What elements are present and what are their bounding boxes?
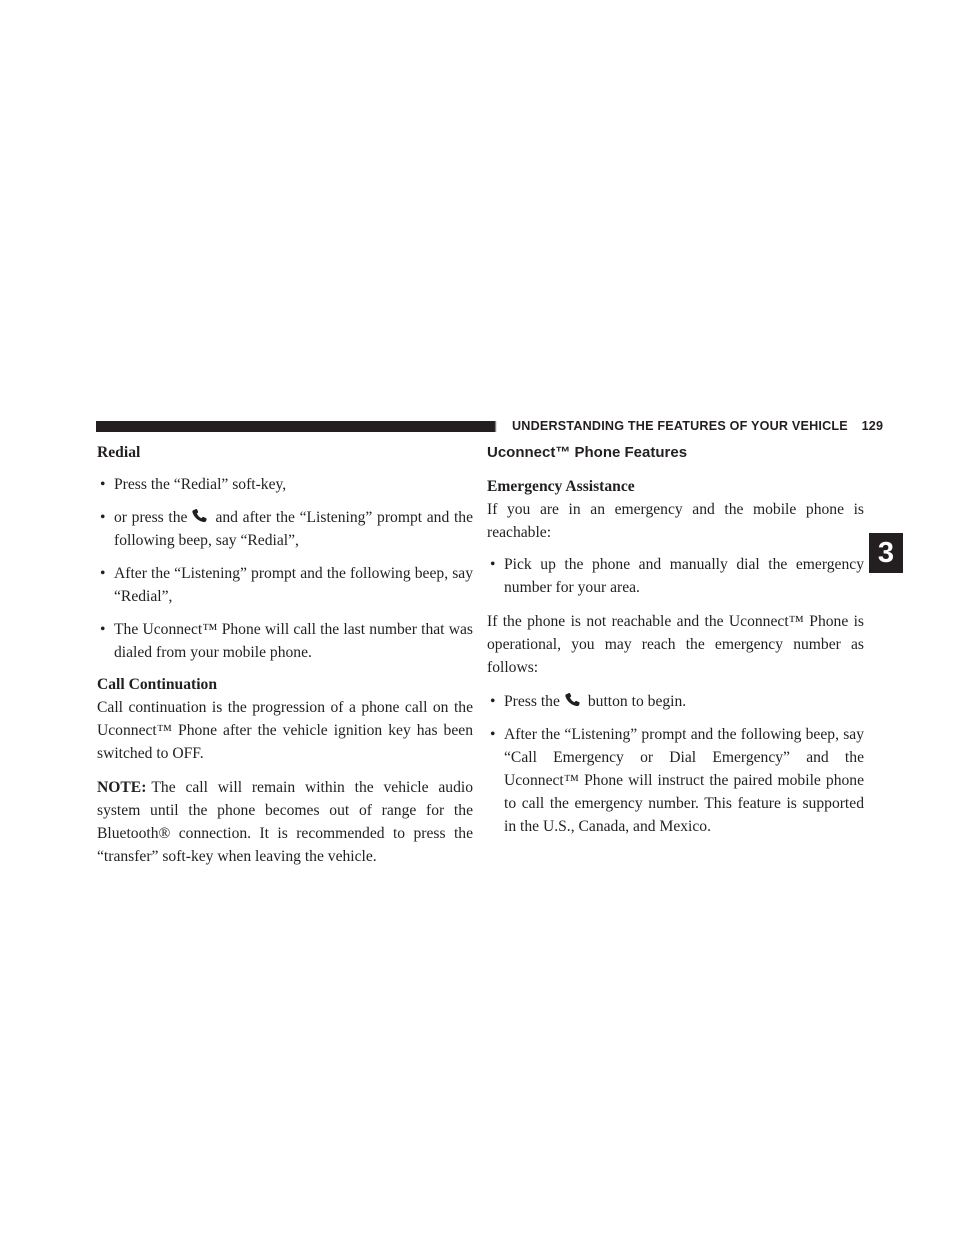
emergency-heading: Emergency Assistance [487, 478, 635, 495]
not-reachable-text: If the phone is not reachable and the Uconnect™ Phone is operational, you may reach the emergency number as follows: [487, 613, 864, 676]
phone-icon [191, 509, 211, 523]
header-rule [96, 421, 487, 432]
list-item: • After the “Listening” prompt and the following beep, say “Redial”, [97, 562, 473, 608]
bullet: • [100, 565, 106, 582]
bullet: • [100, 476, 106, 493]
bullet: • [100, 621, 106, 638]
emergency-list-1 [487, 553, 864, 599]
chapter-tab: 3 [869, 533, 903, 573]
redial-heading: Redial [97, 444, 141, 461]
running-header [508, 416, 889, 436]
list-item: • Pick up the phone and manually dial the emergency number for your area. [487, 553, 864, 599]
features-heading: Uconnect™ Phone Features [487, 444, 688, 461]
redial-list [97, 473, 473, 664]
bullet: • [490, 556, 496, 573]
note-text: The call will remain within the vehicle audio system until the phone becomes out of range for the Bluetooth® connection. It is recommended to press the “transfer” soft-key when leaving the vehicle. [97, 779, 473, 865]
note-paragraph [97, 776, 473, 868]
list-item: • Press the “Redial” soft-key, [97, 473, 473, 496]
bullet: • [490, 726, 496, 743]
call-continuation-heading: Call Continuation [97, 676, 218, 693]
emergency-list-2 [487, 690, 864, 838]
list-item: • Press the button to begin. [487, 690, 864, 713]
right-column [487, 441, 864, 838]
left-column [97, 441, 473, 868]
emergency-intro: If you are in an emergency and the mobile phone is reachable: [487, 501, 864, 541]
list-item: • After the “Listening” prompt and the following beep, say “Call Emergency or Dial Emergency” and the Uconnect™ Phone will instruct the paired mobile phone to call the emergency number. This feature is supported in the U.S., Canada, and Mexico. [487, 723, 864, 838]
list-item: • or press the and after the “Listening” prompt and the following beep, say “Redial”, [97, 506, 473, 552]
note-label: NOTE: [97, 779, 147, 796]
bullet: • [100, 509, 106, 526]
section-title: UNDERSTANDING THE FEATURES OF YOUR VEHICLE [512, 419, 848, 433]
list-item: • The Uconnect™ Phone will call the last number that was dialed from your mobile phone. [97, 618, 473, 664]
bullet: • [490, 693, 496, 710]
phone-icon [564, 693, 584, 707]
page-number: 129 [861, 419, 884, 433]
call-continuation-text: Call continuation is the progression of a phone call on the Uconnect™ Phone after the vehicle ignition key has been switched to OFF. [97, 699, 473, 762]
